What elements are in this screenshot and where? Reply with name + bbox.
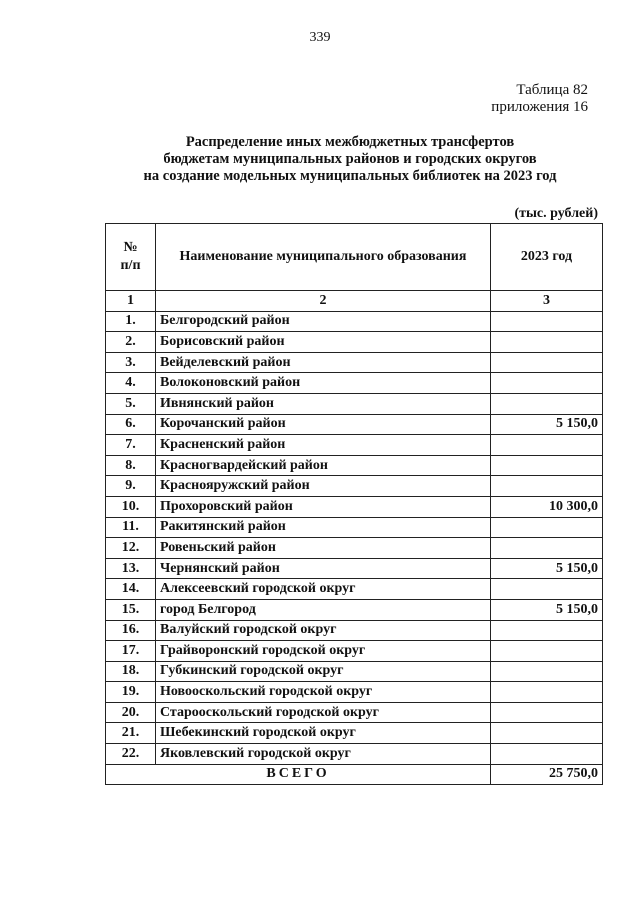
table-row (106, 723, 603, 744)
table-header-row (106, 224, 603, 291)
title-line-1: Распределение иных межбюджетных трансфертов (185, 134, 515, 150)
table-row (106, 744, 603, 765)
row-number: 5. (106, 393, 156, 414)
row-value (491, 393, 603, 414)
row-value (491, 682, 603, 703)
row-value (491, 311, 603, 332)
table-row (106, 373, 603, 394)
municipality-name: Красненский район (156, 435, 491, 456)
total-row (106, 764, 603, 785)
allocation-table (105, 223, 603, 785)
municipality-name: город Белгород (156, 599, 491, 620)
units-label: (тыс. рублей) (514, 206, 598, 221)
row-value: 10 300,0 (491, 496, 603, 517)
row-value (491, 517, 603, 538)
row-value: 5 150,0 (491, 599, 603, 620)
row-number: 7. (106, 435, 156, 456)
row-value: 5 150,0 (491, 414, 603, 435)
header-number (106, 224, 156, 291)
municipality-name: Алексеевский городской округ (156, 579, 491, 600)
row-number: 17. (106, 641, 156, 662)
table-row (106, 435, 603, 456)
column-index-row (106, 291, 603, 312)
table-row (106, 311, 603, 332)
row-value (491, 723, 603, 744)
document-title (100, 134, 600, 185)
title-line-2: бюджетам муниципальных районов и городских округов (163, 151, 537, 167)
header-name: Наименование муниципального образования (156, 224, 491, 291)
row-number: 15. (106, 599, 156, 620)
row-value (491, 435, 603, 456)
row-number: 19. (106, 682, 156, 703)
municipality-name: Ракитянский район (156, 517, 491, 538)
row-number: 11. (106, 517, 156, 538)
row-value (491, 352, 603, 373)
municipality-name: Волоконовский район (156, 373, 491, 394)
table-row (106, 352, 603, 373)
municipality-name: Яковлевский городской округ (156, 744, 491, 765)
table-row (106, 414, 603, 435)
row-number: 3. (106, 352, 156, 373)
row-number: 14. (106, 579, 156, 600)
municipality-name: Красногвардейский район (156, 455, 491, 476)
municipality-name: Шебекинский городской округ (156, 723, 491, 744)
row-number: 12. (106, 538, 156, 559)
column-index-2: 2 (156, 291, 491, 312)
municipality-name: Корочанский район (156, 414, 491, 435)
row-value (491, 641, 603, 662)
row-value (491, 620, 603, 641)
row-value: 5 150,0 (491, 558, 603, 579)
municipality-name: Валуйский городской округ (156, 620, 491, 641)
table-reference-line-2: приложения 16 (491, 99, 588, 115)
municipality-name: Ивнянский район (156, 393, 491, 414)
column-index-3: 3 (491, 291, 603, 312)
row-value (491, 332, 603, 353)
row-value (491, 702, 603, 723)
title-line-3: на создание модельных муниципальных библиотек на 2023 год (143, 168, 557, 184)
table-reference (491, 82, 588, 116)
table-row (106, 558, 603, 579)
column-index-1: 1 (106, 291, 156, 312)
header-number-line-2: п/п (120, 258, 141, 273)
row-number: 1. (106, 311, 156, 332)
table-row (106, 620, 603, 641)
header-number-line-1: № (123, 240, 138, 255)
row-number: 9. (106, 476, 156, 497)
table-row (106, 641, 603, 662)
municipality-name: Ровеньский район (156, 538, 491, 559)
table-row (106, 496, 603, 517)
row-number: 22. (106, 744, 156, 765)
row-value (491, 476, 603, 497)
table-row (106, 599, 603, 620)
row-number: 10. (106, 496, 156, 517)
municipality-name: Борисовский район (156, 332, 491, 353)
table-row (106, 476, 603, 497)
table-row (106, 393, 603, 414)
row-value (491, 579, 603, 600)
header-year: 2023 год (491, 224, 603, 291)
row-number: 21. (106, 723, 156, 744)
table-row (106, 682, 603, 703)
row-value (491, 661, 603, 682)
table-row (106, 332, 603, 353)
row-number: 20. (106, 702, 156, 723)
table-row (106, 661, 603, 682)
table-row (106, 579, 603, 600)
row-value (491, 373, 603, 394)
total-label: ВСЕГО (106, 764, 491, 785)
municipality-name: Старооскольский городской округ (156, 702, 491, 723)
table-reference-line-1: Таблица 82 (516, 82, 588, 98)
municipality-name: Чернянский район (156, 558, 491, 579)
municipality-name: Новооскольский городской округ (156, 682, 491, 703)
row-number: 4. (106, 373, 156, 394)
row-value (491, 538, 603, 559)
row-number: 8. (106, 455, 156, 476)
row-number: 16. (106, 620, 156, 641)
page-number: 339 (309, 30, 331, 45)
municipality-name: Краснояружский район (156, 476, 491, 497)
table-body (106, 291, 603, 785)
row-number: 13. (106, 558, 156, 579)
table-row (106, 455, 603, 476)
municipality-name: Губкинский городской округ (156, 661, 491, 682)
table-row (106, 538, 603, 559)
table-row (106, 702, 603, 723)
table-row (106, 517, 603, 538)
municipality-name: Грайворонский городской округ (156, 641, 491, 662)
row-number: 2. (106, 332, 156, 353)
total-value: 25 750,0 (491, 764, 603, 785)
row-value (491, 744, 603, 765)
municipality-name: Прохоровский район (156, 496, 491, 517)
municipality-name: Вейделевский район (156, 352, 491, 373)
row-number: 18. (106, 661, 156, 682)
row-value (491, 455, 603, 476)
municipality-name: Белгородский район (156, 311, 491, 332)
row-number: 6. (106, 414, 156, 435)
